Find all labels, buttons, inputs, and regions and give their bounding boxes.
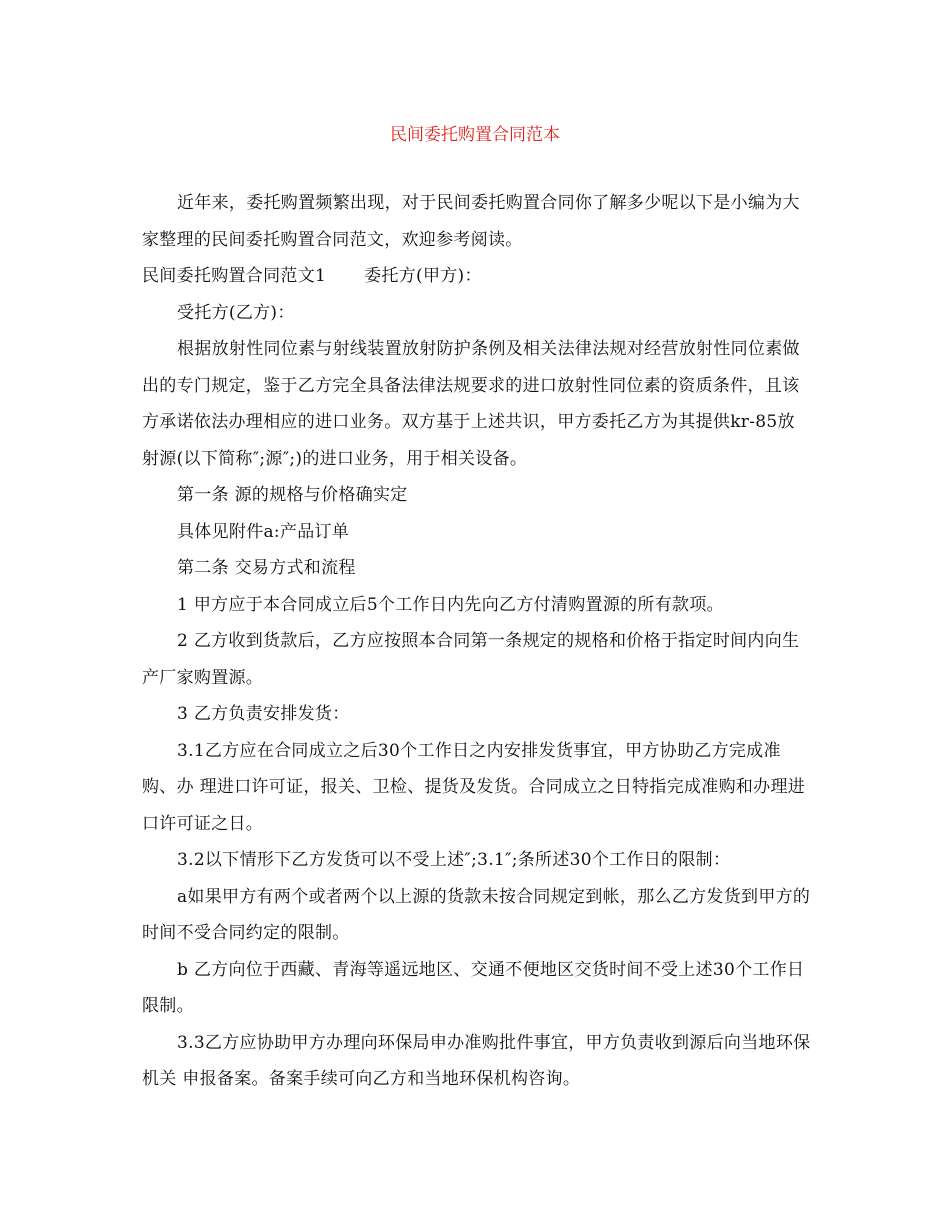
clause-3-2-b: b 乙方向位于西藏、青海等遥远地区、交通不便地区交货时间不受上述30个工作日限制。 bbox=[142, 959, 805, 1016]
clause-3-2-a: a如果甲方有两个或者两个以上源的货款未按合同规定到帐，那么乙方发货到甲方的时间不受合同约定的限制。 bbox=[142, 886, 811, 943]
clause-2: 2 乙方收到货款后，乙方应按照本合同第一条规定的规格和价格于指定时间内向生产厂家购置源。 bbox=[142, 631, 800, 688]
clause-1: 1 甲方应于本合同成立后5个工作日内先向乙方付清购置源的所有款项。 bbox=[177, 594, 724, 615]
document-body bbox=[142, 185, 812, 1098]
article-2-title: 第二条 交易方式和流程 bbox=[177, 558, 356, 578]
preamble-paragraph: 根据放射性同位素与射线装置放射防护条例及相关法律法规对经营放射性同位素做出的专门规定，鉴于乙方完全具备法律法规要求的进口放射性同位素的资质条件，且该方承诺依法办理相应的进口业务。双方基于上述共识，甲方委托乙方为其提供kr-85放射源(以下简称″;源″;)的进口业务，用于相关设备。 bbox=[142, 339, 800, 469]
clause-3-3: 3.3乙方应协助甲方办理向环保局申办准购批件事宜，甲方负责收到源后向当地环保机关 申报备案。备案手续可向乙方和当地环保机构咨询。 bbox=[142, 1032, 811, 1089]
intro-paragraph: 近年来，委托购置频繁出现，对于民间委托购置合同你了解多少呢以下是小编为大家整理的民间委托购置合同范文，欢迎参考阅读。 bbox=[142, 193, 800, 250]
article-1-title: 第一条 源的规格与价格确实定 bbox=[177, 485, 408, 505]
sample-heading-line bbox=[142, 258, 812, 295]
sample-heading: 民间委托购置合同范文1 bbox=[142, 266, 327, 286]
party-a-label: 委托方(甲方)： bbox=[364, 266, 482, 286]
clause-3-1: 3.1乙方应在合同成立之后30个工作日之内安排发货事宜，甲方协助乙方完成准购、办 理进口许可证，报关、卫检、提货及发货。合同成立之日特指完成准购和办理进口许可证之日。 bbox=[142, 740, 806, 834]
party-b-label: 受托方(乙方)： bbox=[177, 302, 295, 323]
clause-3: 3 乙方负责安排发货： bbox=[177, 704, 350, 724]
article-1-text: 具体见附件a:产品订单 bbox=[177, 521, 350, 542]
clause-3-2: 3.2以下情形下乙方发货可以不受上述″;3.1″;条所述30个工作日的限制： bbox=[177, 850, 731, 870]
document-title: 民间委托购置合同范本 bbox=[390, 125, 560, 145]
